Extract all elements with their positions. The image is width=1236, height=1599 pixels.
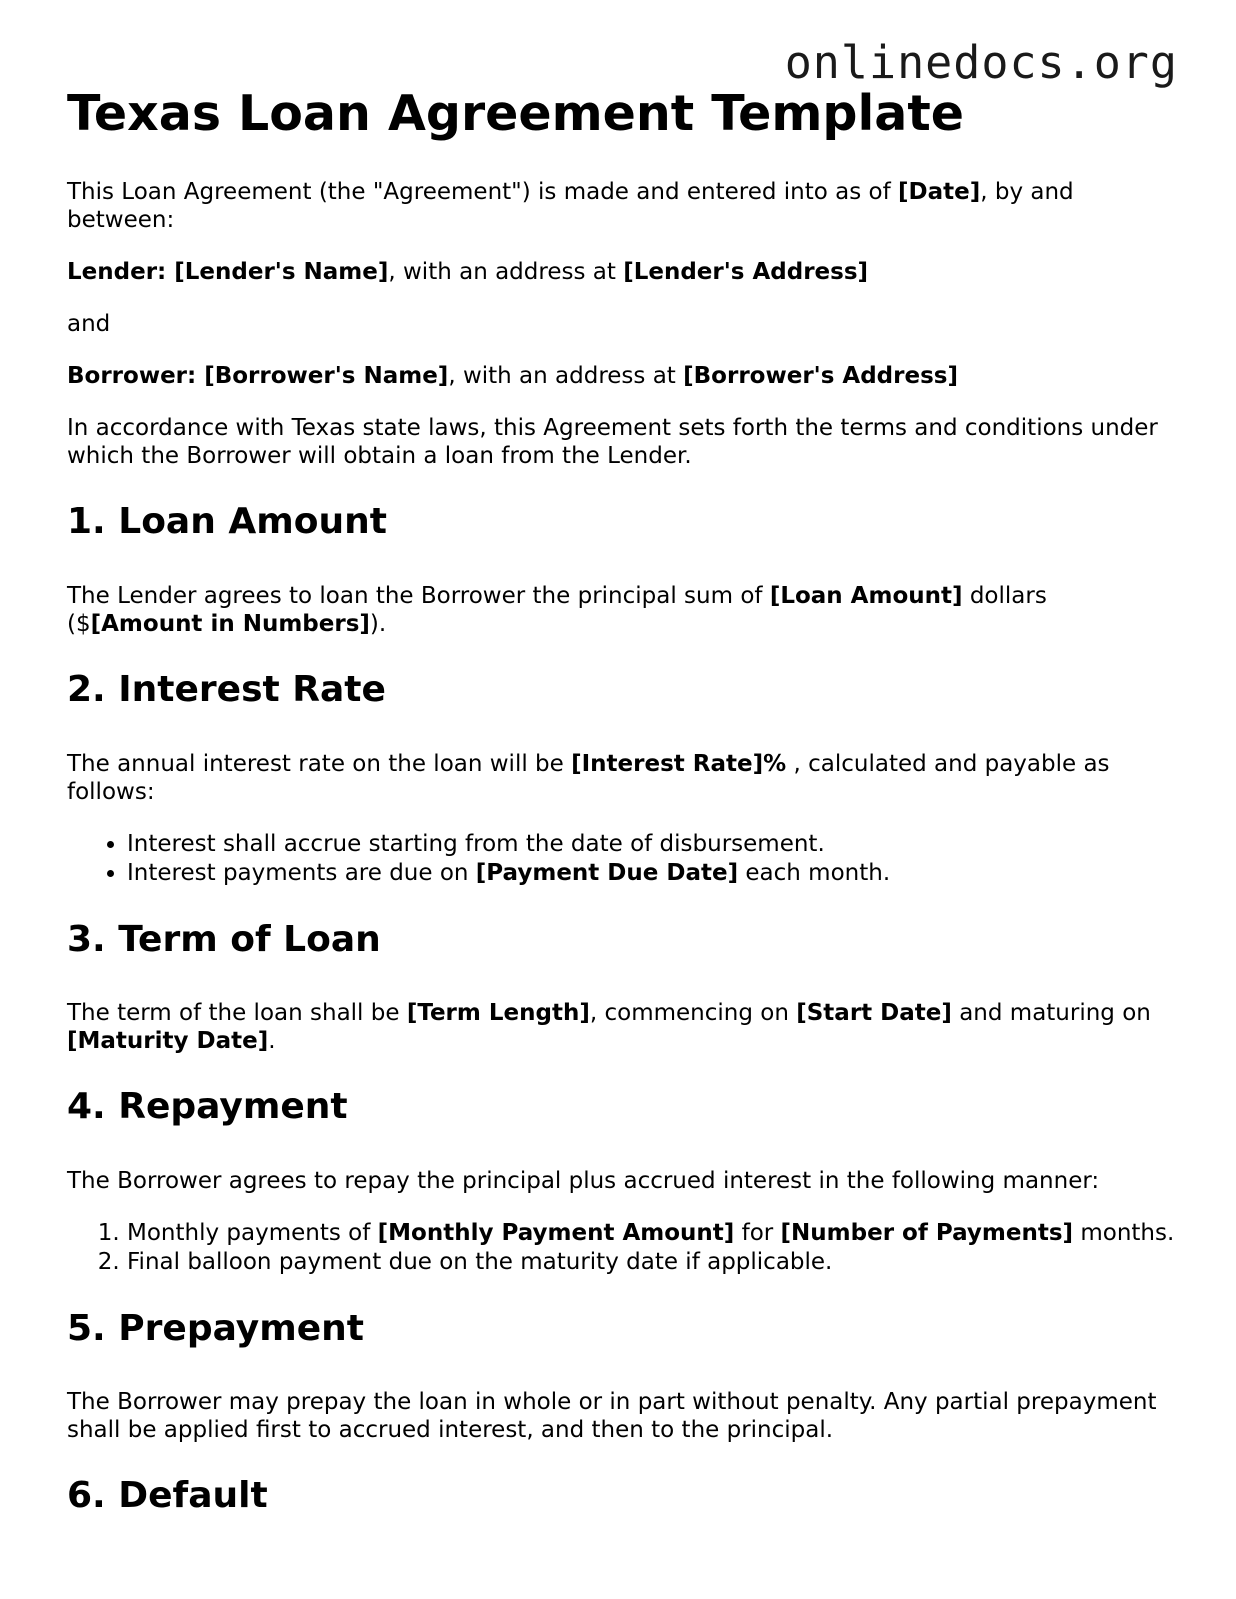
section-heading-interest-rate: 2. Interest Rate [67, 668, 386, 710]
loan-amount-text-3: ). [369, 610, 387, 637]
lender-address-placeholder: [Lender's Address] [623, 259, 869, 286]
interest-bullet-2-before: Interest payments are due on [127, 859, 476, 886]
term-text-1: The term of the loan shall be [67, 1000, 407, 1027]
intro-paragraph [67, 178, 1177, 234]
prepayment-paragraph: The Borrower may prepay the loan in whole or in part without penalty. Any partial prepayment shall be applied first to accrued interest, and then to the principal. [67, 1389, 1157, 1444]
lender-name-placeholder: Lender: [Lender's Name] [67, 259, 389, 286]
term-text-3: and maturing on [951, 1000, 1151, 1027]
intro-text-before: This Loan Agreement (the "Agreement") is made and entered into as of [67, 179, 898, 206]
amount-in-numbers-placeholder: [Amount in Numbers] [90, 610, 370, 637]
repayment-item-1-text-1: Monthly payments of [127, 1219, 378, 1246]
repayment-item-1-text-3: months. [1073, 1219, 1175, 1246]
intro-text-after: , by and between: [67, 179, 1074, 234]
repayment-item-1-text-2: for [734, 1219, 781, 1246]
preamble-paragraph: In accordance with Texas state laws, this Agreement sets forth the terms and conditions under which the Borrower will obtain a loan from the Lender. [67, 415, 1158, 470]
borrower-paragraph [67, 362, 1177, 390]
section-heading-repayment: 4. Repayment [67, 1086, 348, 1128]
interest-bullet-1: • Interest shall accrue starting from the date of disbursement. [127, 830, 1177, 859]
section-heading-loan-amount: 1. Loan Amount [67, 501, 387, 543]
document-title: Texas Loan Agreement Template [67, 85, 965, 142]
and-paragraph: and [67, 311, 111, 338]
lender-mid-text: , with an address at [388, 259, 624, 286]
repayment-item-2: 2. Final balloon payment due on the maturity date if applicable. [127, 1248, 1177, 1277]
interest-paragraph [67, 750, 1177, 806]
loan-amount-text-1: The Lender agrees to loan the Borrower the principal sum of [67, 582, 770, 609]
date-placeholder: [Date] [898, 179, 981, 206]
term-text-2: , commencing on [589, 1000, 797, 1027]
interest-bullet-2 [127, 859, 1177, 888]
repayment-numbered-list [67, 1219, 1177, 1277]
lender-paragraph [67, 258, 1177, 286]
term-paragraph [67, 999, 1177, 1055]
payment-due-date-placeholder: [Payment Due Date] [475, 859, 739, 886]
section-heading-term: 3. Term of Loan [67, 918, 381, 960]
interest-text-2: , calculated and payable as follows: [67, 750, 1110, 805]
loan-amount-paragraph [67, 582, 1177, 638]
loan-amount-text-2: dollars ($ [67, 582, 1047, 637]
borrower-name-placeholder: Borrower: [Borrower's Name] [67, 363, 449, 390]
loan-amount-placeholder: [Loan Amount] [769, 582, 963, 609]
watermark: onlinedocs.org [784, 36, 1178, 89]
document-page [67, 86, 1177, 1556]
maturity-date-placeholder: [Maturity Date] [67, 1028, 269, 1055]
interest-rate-placeholder: [Interest Rate]% [571, 750, 787, 777]
borrower-mid-text: , with an address at [448, 363, 684, 390]
number-of-payments-placeholder: [Number of Payments] [780, 1219, 1074, 1246]
repayment-paragraph: The Borrower agrees to repay the principal plus accrued interest in the following manner: [67, 1167, 1100, 1194]
interest-bullet-2-after: each month. [738, 859, 891, 886]
borrower-address-placeholder: [Borrower's Address] [683, 363, 958, 390]
section-heading-prepayment: 5. Prepayment [67, 1307, 364, 1349]
interest-text-1: The annual interest rate on the loan will be [67, 750, 572, 777]
term-length-placeholder: [Term Length] [406, 1000, 590, 1027]
interest-bullet-list [67, 830, 1177, 888]
start-date-placeholder: [Start Date] [796, 1000, 952, 1027]
term-text-4: . [268, 1028, 276, 1055]
section-heading-default: 6. Default [67, 1475, 268, 1517]
monthly-payment-amount-placeholder: [Monthly Payment Amount] [377, 1219, 735, 1246]
repayment-item-1 [127, 1219, 1177, 1248]
